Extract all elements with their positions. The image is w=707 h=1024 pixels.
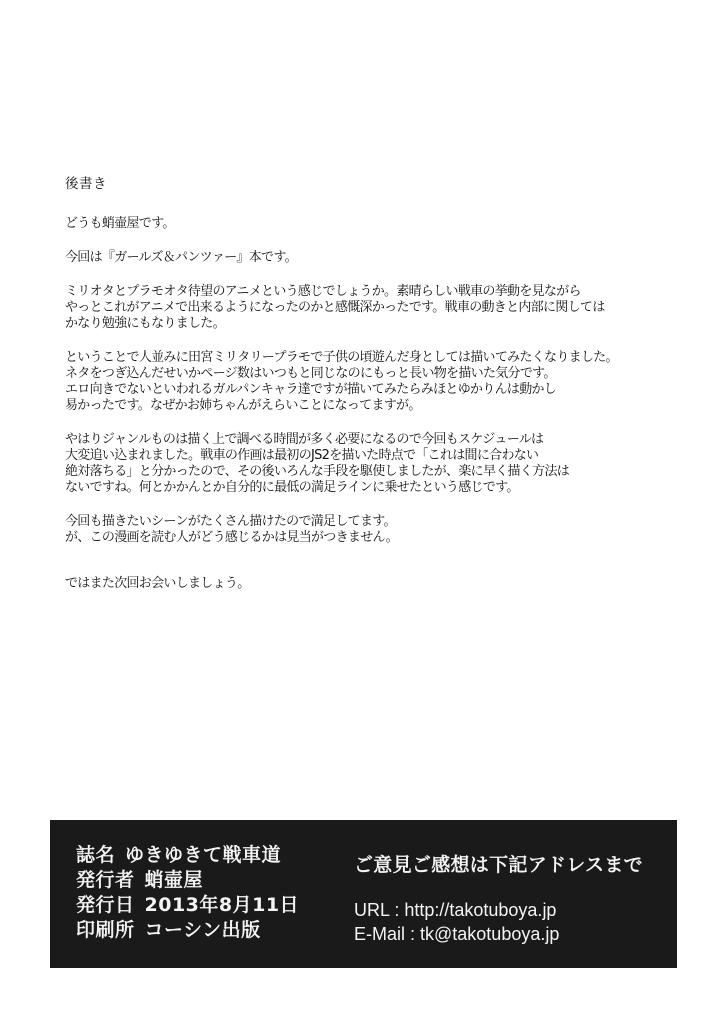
paragraph-models bbox=[65, 350, 655, 414]
date-value: 2013年8月11日 bbox=[144, 894, 300, 916]
text-line: ないですね。何とかかんとか自分的に最低の満足ラインに乗せたという感じです。 bbox=[65, 480, 519, 495]
printer-key: 印刷所 bbox=[76, 919, 135, 941]
closing-line: ではまた次回お会いしましょう。 bbox=[65, 576, 250, 591]
paragraph-greeting bbox=[65, 216, 655, 232]
feedback-heading: ご意見ご感想は下記アドレスまで bbox=[354, 854, 643, 876]
text-line: エロ向きでないといわれるガルパンキャラ達ですが描いてみたらみほとゆかりんは動かし bbox=[65, 382, 557, 397]
colophon-details bbox=[76, 843, 299, 943]
url-line: URL : http://takotuboya.jp bbox=[354, 900, 557, 920]
text-line: 易かったです。なぜかお姉ちゃんがえらいことになってますが。 bbox=[65, 398, 421, 413]
text-line: 絶対落ちる」と分かったので、その後いろんな手段を駆使しましたが、楽に早く描く方法は bbox=[65, 464, 570, 479]
colophon-row-printer bbox=[76, 918, 299, 943]
colophon-row-publisher bbox=[76, 868, 299, 893]
paragraph-satisfied bbox=[65, 514, 655, 546]
text-line: 今回も描きたいシーンがたくさん描けたので満足してます。 bbox=[65, 514, 396, 529]
text-line: ということで人並みに田宮ミリタリープラモで子供の頃遊んだ身としては描いてみたくなりました。 bbox=[65, 350, 618, 365]
text-line: 今回は『ガールズ＆パンツァー』本です。 bbox=[65, 250, 297, 265]
date-key: 発行日 bbox=[76, 894, 135, 916]
printer-value: コーシン出版 bbox=[144, 919, 261, 941]
title-value: ゆきゆきて戦車道 bbox=[125, 844, 282, 866]
contact-info bbox=[354, 898, 559, 946]
colophon-box bbox=[50, 820, 677, 968]
text-line: やはりジャンルものは描く上で調べる時間が多く必要になるので今回もスケジュールは bbox=[65, 432, 544, 447]
paragraph-closing bbox=[65, 576, 655, 592]
text-line: ネタをつぎ込んだせいかページ数はいつもと同じなのにもっと長い物を描いた気分です。 bbox=[65, 366, 556, 381]
text-line: ミリオタとプラモオタ待望のアニメという感じでしょうか。素晴らしい戦車の挙動を見ながら bbox=[65, 284, 581, 299]
text-line: やっとこれがアニメで出来るようになったのかと感慨深かったです。戦車の動きと内部に関しては bbox=[65, 300, 605, 315]
afterword-title: 後書き bbox=[65, 176, 107, 192]
colophon-row-date bbox=[76, 893, 299, 918]
colophon-row-title bbox=[76, 843, 299, 868]
title-key: 誌名 bbox=[76, 844, 116, 866]
paragraph-topic bbox=[65, 250, 655, 266]
text-line: どうも蛸壷屋です。 bbox=[65, 216, 175, 231]
text-line: が、この漫画を読む人がどう感じるかは見当がつきません。 bbox=[65, 530, 398, 545]
publisher-value: 蛸壷屋 bbox=[144, 869, 204, 891]
paragraph-schedule bbox=[65, 432, 655, 496]
afterword-body bbox=[65, 216, 655, 610]
text-line: かなり勉強にもなりました。 bbox=[65, 316, 225, 331]
email-line: E-Mail : tk@takotuboya.jp bbox=[354, 924, 560, 944]
publisher-key: 発行者 bbox=[76, 869, 135, 891]
text-line: 大変追い込まれました。戦車の作画は最初のJS2を描いた時点で「これは間に合わない bbox=[65, 448, 539, 463]
paragraph-anime bbox=[65, 284, 655, 332]
